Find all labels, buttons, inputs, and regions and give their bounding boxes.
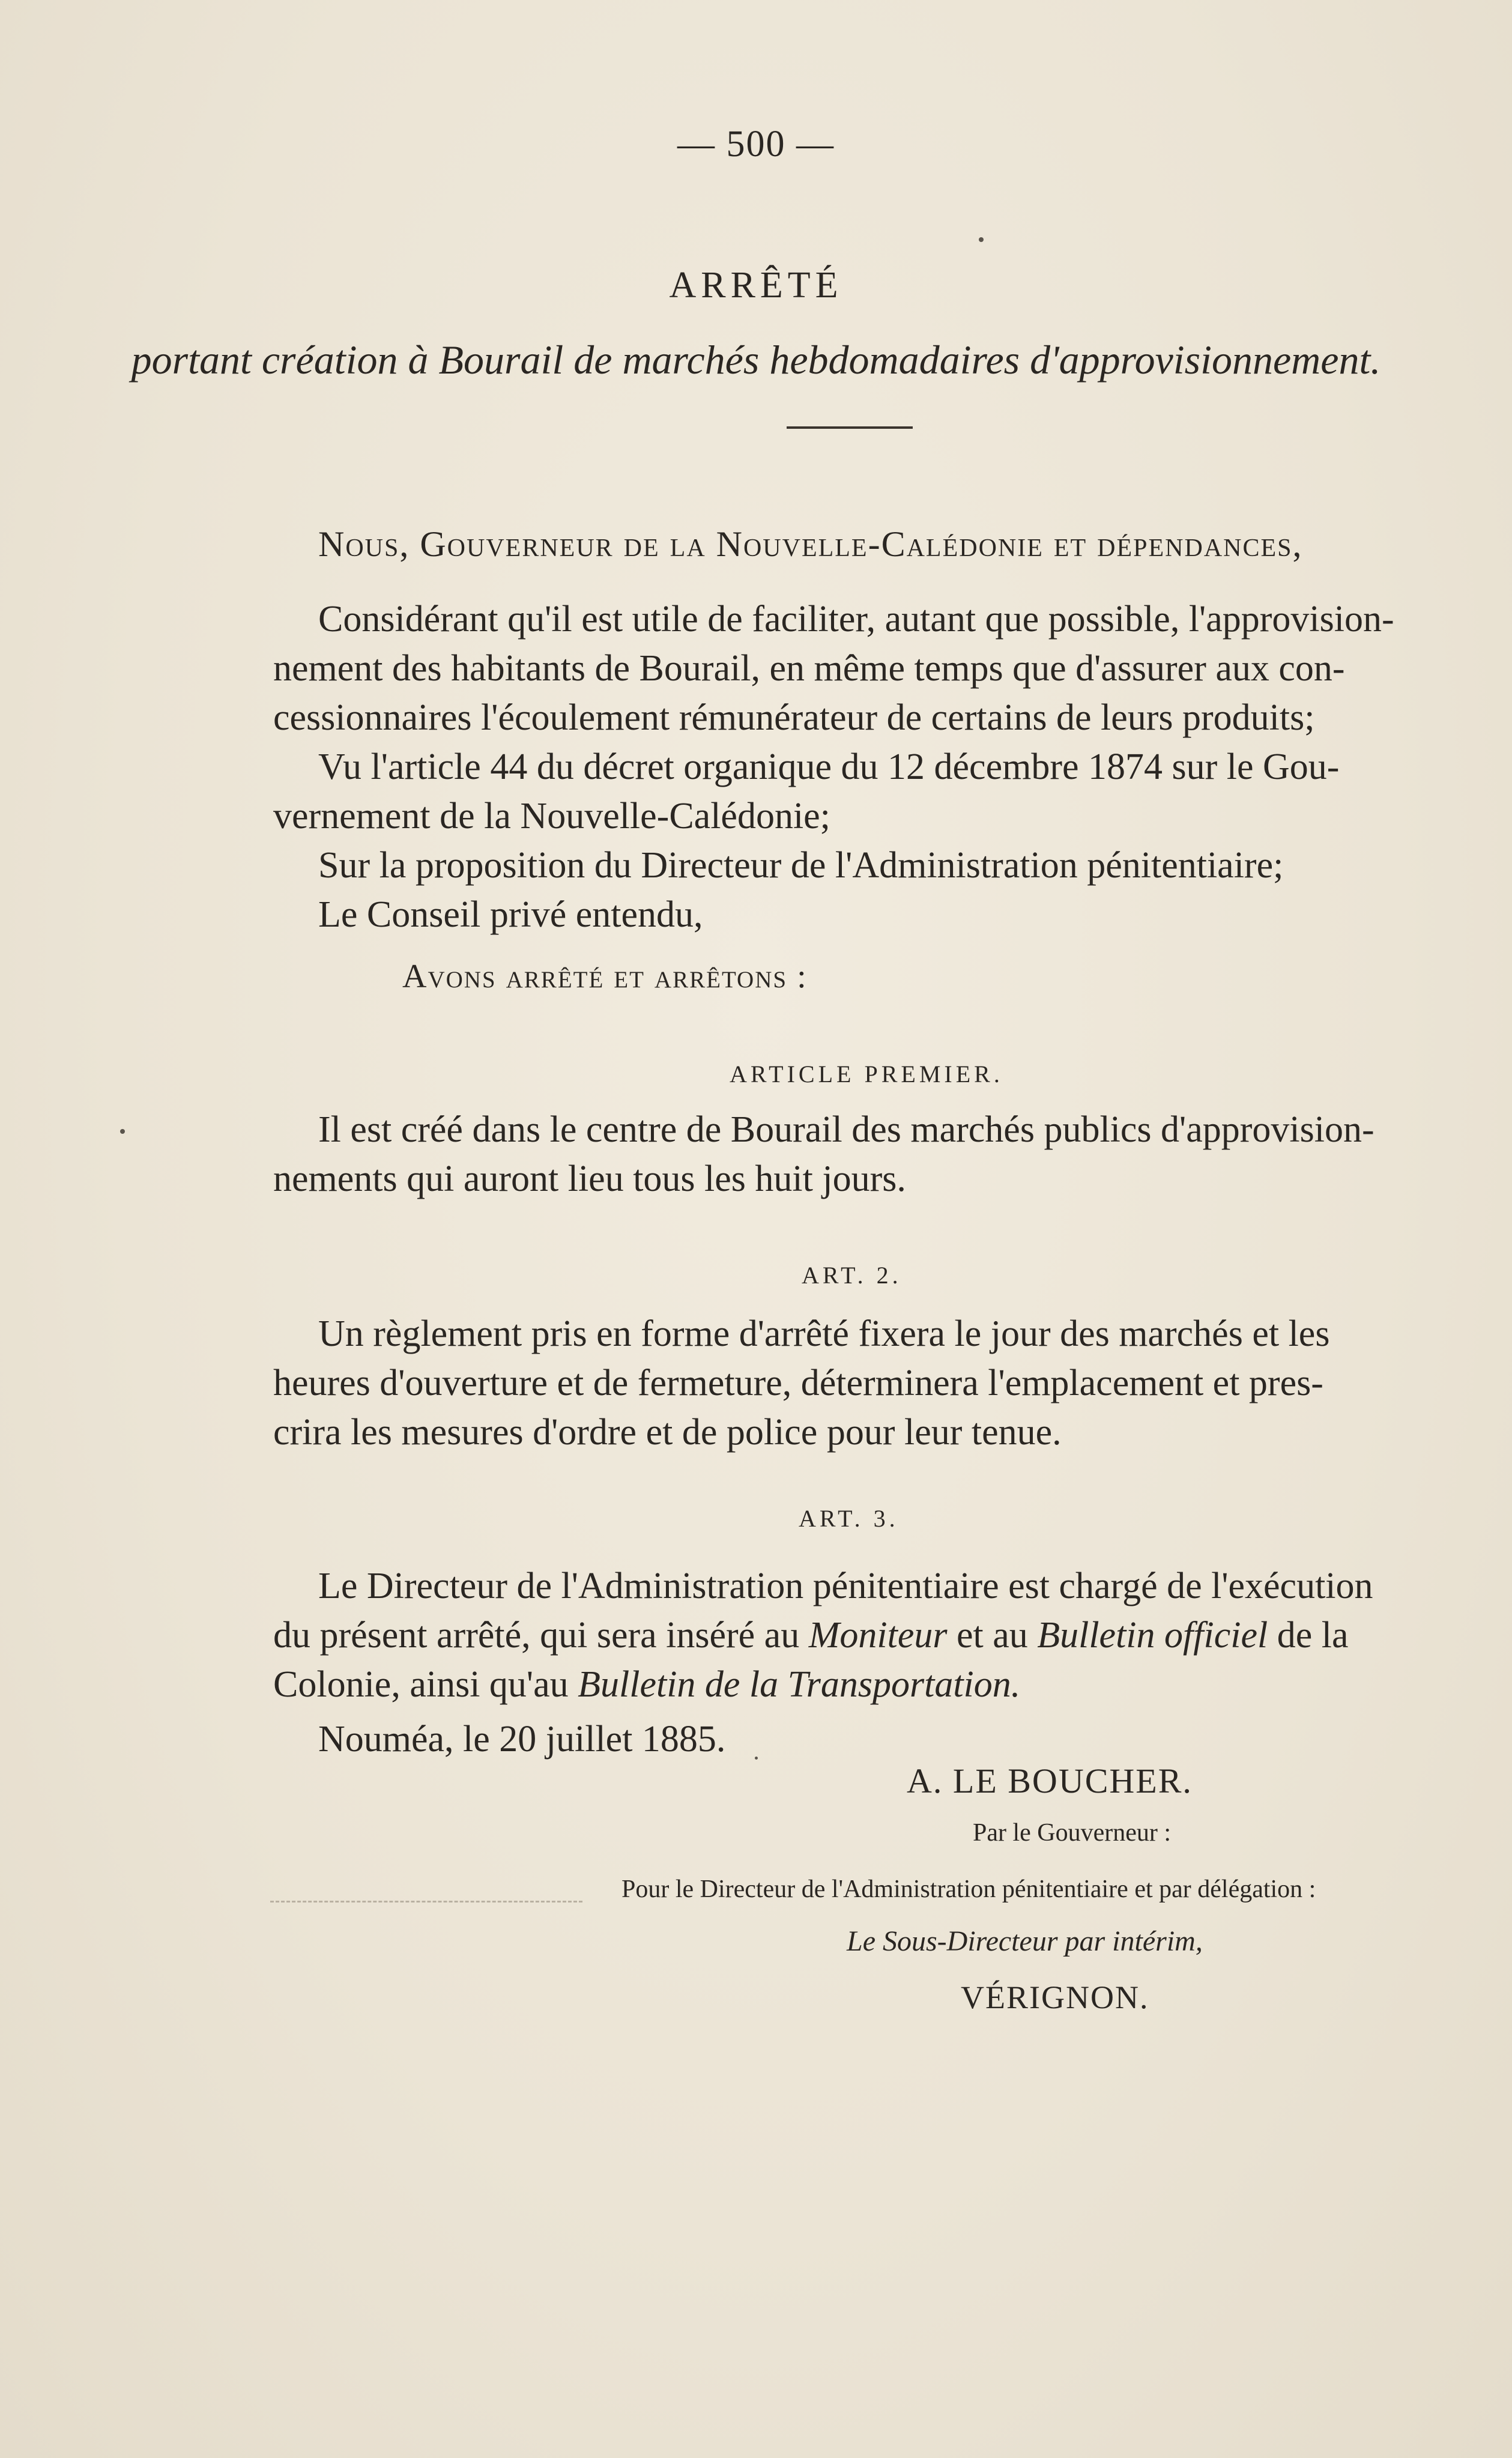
page-number: — 500 —: [677, 124, 835, 165]
article-3-body: [273, 1561, 1373, 1709]
moniteur-title: Moniteur: [808, 1615, 948, 1656]
vu-paragraph: [273, 742, 1339, 841]
article-1-heading: ARTICLE PREMIER.: [730, 1061, 1003, 1088]
article-2-line-2: heures d'ouverture et de fermeture, déterminera l'emplacement et pres-: [273, 1363, 1323, 1403]
conseil-line: Le Conseil privé entendu,: [318, 894, 703, 935]
article-3-heading: ART. 3.: [799, 1505, 899, 1532]
considerant-line-1: Considérant qu'il est utile de faciliter, autant que possible, l'approvision-: [318, 599, 1394, 640]
par-gouverneur: Par le Gouverneur :: [973, 1819, 1172, 1847]
avons-line: Avons arrêté et arrêtons :: [402, 958, 808, 995]
document-subtitle: portant création à Bourail de marchés hebdomadaires d'approvisionnement.: [131, 337, 1381, 383]
ink-speck: [120, 1129, 125, 1134]
place-date: Nouméa, le 20 juillet 1885.: [318, 1719, 726, 1760]
signature-dotted-rule: [270, 1901, 582, 1903]
article-2-heading: ART. 2.: [802, 1262, 902, 1289]
sous-directeur: Le Sous-Directeur par intérim,: [847, 1925, 1203, 1957]
ink-speck: [979, 237, 984, 242]
vu-line-1: Vu l'article 44 du décret organique du 12 décembre 1874 sur le Gou-: [318, 746, 1340, 787]
proposition-line: Sur la proposition du Directeur de l'Administration pénitentiaire;: [318, 845, 1284, 886]
document-title: ARRÊTÉ: [669, 265, 843, 306]
bulletin-transportation-title: Bulletin de la Transportation.: [578, 1664, 1021, 1705]
considerant-line-2: nement des habitants de Bourail, en même temps que d'assurer aux con-: [273, 648, 1345, 689]
article-1-body: [273, 1105, 1374, 1203]
title-rule: [787, 426, 913, 429]
second-signatory-name: VÉRIGNON.: [961, 1979, 1149, 2015]
ink-speck: [755, 1757, 758, 1760]
article-2-body: [273, 1309, 1329, 1457]
article-3-line-3: Colonie, ainsi qu'au Bulletin de la Transportation.: [273, 1664, 1021, 1705]
considerant-paragraph: [273, 595, 1394, 742]
article-2-line-3: crira les mesures d'ordre et de police pour leur tenue.: [273, 1412, 1062, 1453]
article-3-line-1: Le Directeur de l'Administration pénitentiaire est chargé de l'exécution: [318, 1566, 1373, 1606]
article-3-line-2: du présent arrêté, qui sera inséré au Moniteur et au Bulletin officiel de la: [273, 1615, 1349, 1656]
considerant-line-3: cessionnaires l'écoulement rémunérateur de certains de leurs produits;: [273, 697, 1315, 738]
vu-line-2: vernement de la Nouvelle-Calédonie;: [273, 796, 830, 837]
pour-directeur: Pour le Directeur de l'Administration pénitentiaire et par délégation :: [621, 1875, 1316, 1903]
article-1-line-2: nements qui auront lieu tous les huit jours.: [273, 1158, 906, 1199]
article-1-line-1: Il est créé dans le centre de Bourail des marchés publics d'approvision-: [318, 1109, 1374, 1150]
article-2-line-1: Un règlement pris en forme d'arrêté fixera le jour des marchés et les: [318, 1313, 1330, 1354]
nous-line: Nous, Gouverneur de la Nouvelle-Calédonie et dépendances,: [318, 524, 1303, 564]
bulletin-officiel-title: Bulletin officiel: [1037, 1615, 1268, 1656]
signatory-name: A. LE BOUCHER.: [907, 1761, 1193, 1800]
